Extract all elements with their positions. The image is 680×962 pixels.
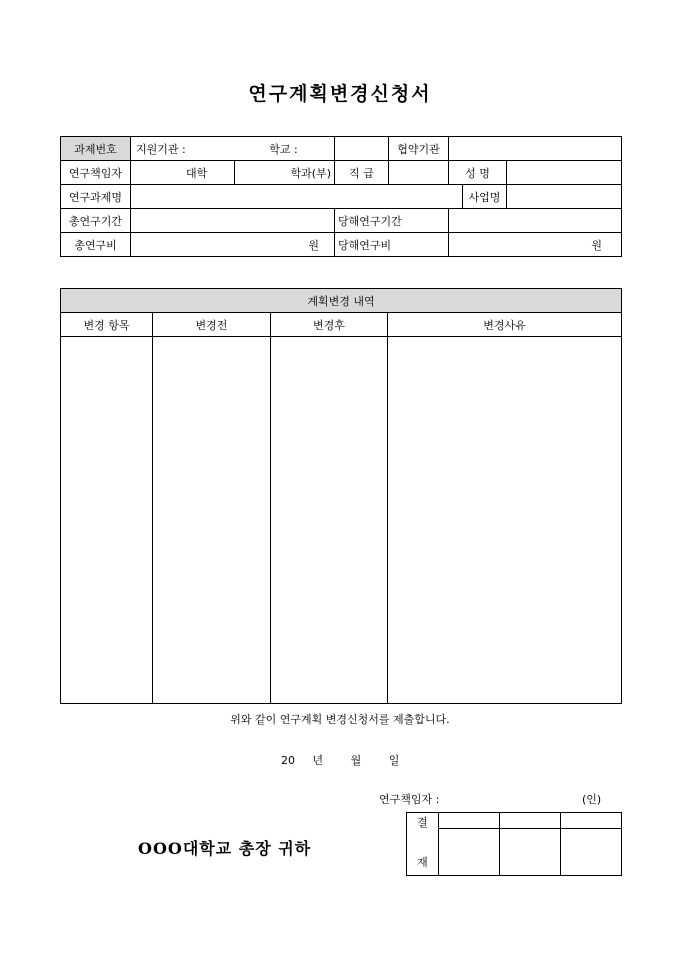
project-name-value[interactable] [131, 185, 463, 209]
position-value[interactable] [389, 161, 449, 185]
responsible-label: 연구책임자 : [379, 793, 440, 806]
support-org-label: 지원기관 : [136, 142, 186, 156]
approval-label-bottom: 재 [417, 856, 428, 869]
date-line [281, 752, 399, 768]
approval-sign-2[interactable] [500, 829, 561, 876]
info-table [60, 136, 622, 257]
date-year-prefix: 20 [281, 754, 295, 767]
partner-value[interactable] [449, 137, 622, 161]
pi-department: 학과(부) [235, 161, 335, 185]
col-change-item: 변경 항목 [61, 313, 153, 337]
current-period-label: 당해연구기간 [335, 209, 449, 233]
current-budget-label: 당해연구비 [335, 233, 449, 257]
approval-box [406, 812, 622, 876]
program-value[interactable] [507, 185, 622, 209]
won-unit-1: 원 [308, 238, 319, 252]
col-before: 변경전 [153, 313, 271, 337]
total-period-label: 총연구기간 [61, 209, 131, 233]
won-unit-2: 원 [591, 238, 603, 252]
approval-label-top: 결 [417, 816, 428, 829]
pi-label: 연구책임자 [61, 161, 131, 185]
date-month: 월 [350, 754, 362, 767]
col-reason: 변경사유 [388, 313, 622, 337]
college-label: 대학 [186, 166, 208, 180]
position-label: 직 급 [335, 161, 389, 185]
changes-header: 계획변경 내역 [61, 289, 622, 313]
name-value[interactable] [507, 161, 622, 185]
date-day: 일 [388, 754, 400, 767]
submission-statement: 위와 같이 연구계획 변경신청서를 제출합니다. [230, 713, 450, 726]
addressee: OOO대학교 총장 귀하 [138, 839, 312, 858]
changes-table [60, 288, 622, 704]
approval-sign-1[interactable] [439, 829, 500, 876]
total-budget-label: 총연구비 [61, 233, 131, 257]
approval-sign-3[interactable] [561, 829, 622, 876]
support-org-cell[interactable] [131, 137, 335, 161]
approval-header-2[interactable] [500, 813, 561, 829]
change-item-cell[interactable] [61, 337, 153, 704]
name-label: 성 명 [449, 161, 507, 185]
total-budget-value[interactable] [131, 233, 335, 257]
before-cell[interactable] [153, 337, 271, 704]
current-budget-value[interactable] [449, 233, 622, 257]
after-cell[interactable] [271, 337, 388, 704]
project-name-label: 연구과제명 [61, 185, 131, 209]
approval-header-1[interactable] [439, 813, 500, 829]
approval-header-3[interactable] [561, 813, 622, 829]
document-title: 연구계획변경신청서 [248, 83, 432, 105]
program-label: 사업명 [463, 185, 507, 209]
school-label: 학교 : [269, 142, 298, 156]
seal-label: (인) [582, 793, 602, 806]
date-year: 년 [312, 754, 324, 767]
approval-label [407, 813, 439, 876]
school-value[interactable] [335, 137, 389, 161]
partner-label: 협약기관 [389, 137, 449, 161]
pi-college[interactable] [131, 161, 235, 185]
current-period-value[interactable] [449, 209, 622, 233]
reason-cell[interactable] [388, 337, 622, 704]
total-period-value[interactable] [131, 209, 335, 233]
project-no-label: 과제번호 [61, 137, 131, 161]
col-after: 변경후 [271, 313, 388, 337]
